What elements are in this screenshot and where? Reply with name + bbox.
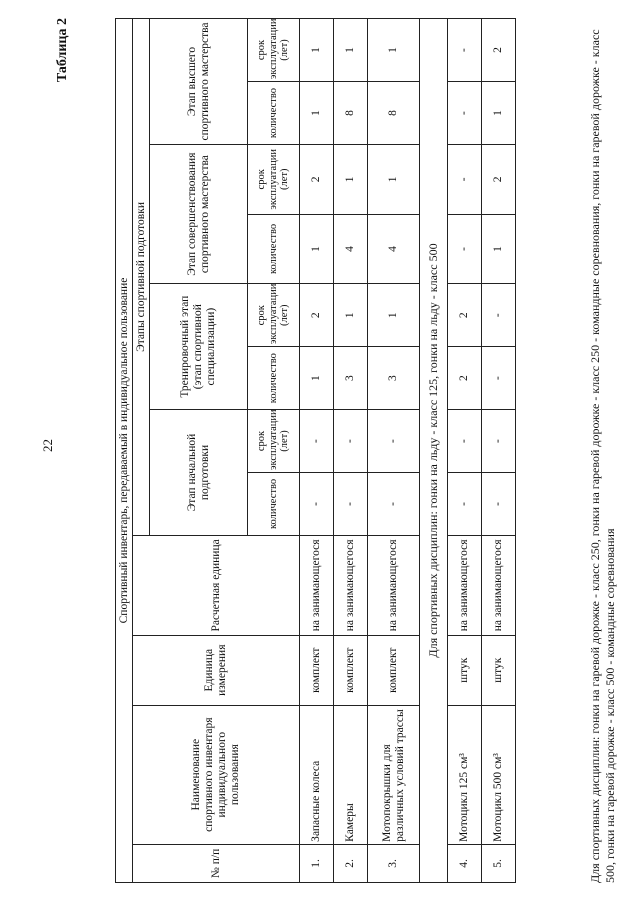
row-unit: штук (448, 635, 482, 705)
cell-value: 2 (300, 144, 334, 214)
cell-value: - (300, 410, 334, 473)
row-name: Запасные колеса (300, 705, 334, 844)
row-unit: комплект (334, 635, 368, 705)
cell-value: 1 (334, 19, 368, 82)
row-unit: комплект (300, 635, 334, 705)
table-label: Таблица 2 (55, 18, 70, 83)
cell-value: - (448, 19, 482, 82)
cell-value: 2 (482, 19, 516, 82)
cell-value: - (334, 410, 368, 473)
cell-value: - (448, 214, 482, 284)
discipline-line: Для спортивных дисциплин: гонки на льду - класс 125, гонки на льду - класс 500 (420, 19, 448, 883)
cell-value: - (482, 472, 516, 535)
cell-value: 1 (368, 144, 420, 214)
cell-value: 1 (368, 19, 420, 82)
cell-value: - (448, 472, 482, 535)
cell-value: 1 (482, 82, 516, 145)
row-calc: на занимающегося (482, 535, 516, 635)
row-name: Мотоцикл 500 см³ (482, 705, 516, 844)
cell-value: 1 (368, 284, 420, 347)
header-name: Наименование спортивного инвентаря индивидуального пользования (133, 705, 300, 844)
table-row (368, 19, 420, 883)
header-stage-2: Тренировочный этап (этап спортивной специализации) (150, 284, 248, 410)
cell-value: 2 (482, 144, 516, 214)
table-row (482, 19, 516, 883)
row-unit: комплект (368, 635, 420, 705)
row-name: Камеры (334, 705, 368, 844)
table-row (448, 19, 482, 883)
row-num: 4. (448, 844, 482, 882)
cell-value: 3 (368, 347, 420, 410)
header-term: срок эксплуатации (лет) (248, 19, 300, 82)
cell-value: 1 (334, 144, 368, 214)
cell-value: 2 (448, 347, 482, 410)
cell-value: - (482, 347, 516, 410)
row-calc: на занимающегося (448, 535, 482, 635)
header-calc-unit: Расчетная единица (133, 535, 300, 635)
header-term: срок эксплуатации (лет) (248, 410, 300, 473)
row-calc: на занимающегося (300, 535, 334, 635)
header-qty: количество (248, 214, 300, 284)
cell-value: 2 (448, 284, 482, 347)
row-calc: на занимающегося (334, 535, 368, 635)
table-title: Спортивный инвентарь, передаваемый в индивидуальное пользование (116, 19, 133, 883)
cell-value: - (368, 472, 420, 535)
row-num: 5. (482, 844, 516, 882)
header-stage-1: Этап начальной подготовки (150, 410, 248, 536)
cell-value: 2 (300, 284, 334, 347)
cell-value: 1 (334, 284, 368, 347)
cell-value: - (448, 410, 482, 473)
page-number: 22 (40, 439, 55, 452)
header-term: срок эксплуатации (лет) (248, 144, 300, 214)
cell-value: - (482, 410, 516, 473)
cell-value: - (300, 472, 334, 535)
header-term: срок эксплуатации (лет) (248, 284, 300, 347)
header-stage-4: Этап высшего спортивного мастерства (150, 19, 248, 145)
cell-value: 8 (368, 82, 420, 145)
cell-value: - (448, 144, 482, 214)
header-num: № п/п (133, 844, 300, 882)
header-unit: Единица измерения (133, 635, 300, 705)
cell-value: 1 (300, 347, 334, 410)
row-calc: на занимающегося (368, 535, 420, 635)
cell-value: 1 (300, 214, 334, 284)
cell-value: 1 (300, 19, 334, 82)
cell-value: 8 (334, 82, 368, 145)
cell-value: 1 (482, 214, 516, 284)
header-qty: количество (248, 347, 300, 410)
rotated-table-block (55, 18, 620, 883)
table-row (300, 19, 334, 883)
row-unit: штук (482, 635, 516, 705)
inventory-table (115, 18, 516, 883)
row-num: 2. (334, 844, 368, 882)
cell-value: - (368, 410, 420, 473)
header-stage-3: Этап совершенствования спортивного мастерства (150, 144, 248, 283)
cell-value: - (448, 82, 482, 145)
header-qty: количество (248, 82, 300, 145)
row-name: Мотоцикл 125 см³ (448, 705, 482, 844)
header-stages-group: Этапы спортивной подготовки (133, 19, 150, 536)
cell-value: - (334, 472, 368, 535)
row-name: Мотопокрышки для различных условий трассы (368, 705, 420, 844)
footer-discipline-note: Для спортивных дисциплин: гонки на гаревой дорожке - класс 250, гонки на гаревой дорожке - класс 250 - командные соревнования, гонки на гаревой дорожке - класс 500, гонки на гаревой дорожке - класс 500 - командные соревнования (588, 29, 617, 883)
discipline-row (420, 19, 448, 883)
row-num: 1. (300, 844, 334, 882)
cell-value: 1 (300, 82, 334, 145)
cell-value: 3 (334, 347, 368, 410)
cell-value: - (482, 284, 516, 347)
header-qty: количество (248, 472, 300, 535)
table-row (334, 19, 368, 883)
cell-value: 4 (368, 214, 420, 284)
row-num: 3. (368, 844, 420, 882)
cell-value: 4 (334, 214, 368, 284)
